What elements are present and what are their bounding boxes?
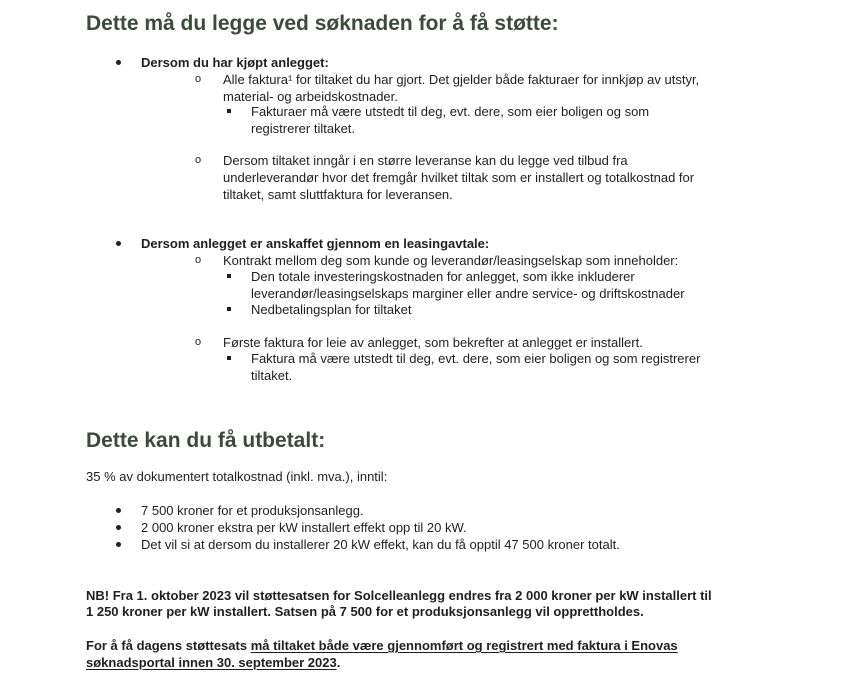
square-bullet-icon: [227, 356, 231, 360]
square-bullet-icon: [227, 307, 231, 311]
note-line2: 1 250 kroner per kW installert. Satsen på 7 500 for et produksjonsanlegg vil opprettholdes.: [86, 604, 644, 619]
group1-item1-line2: material- og arbeidskostnader.: [223, 89, 398, 104]
group1-item1-line1: Alle faktura¹ for tiltaket du har gjort. Det gjelder både fakturaer for innkjøp av utstyr,: [223, 72, 700, 87]
bullet-dot-icon: [116, 542, 121, 547]
circle-bullet-icon: o: [195, 154, 202, 166]
square-bullet-icon: [227, 274, 231, 278]
group1-title: Dersom du har kjøpt anlegget:: [141, 55, 329, 70]
bullet-dot-icon: [116, 60, 121, 65]
payout-bullet-2: 2 000 kroner ekstra per kW installert effekt opp til 20 kW.: [141, 520, 467, 535]
circle-bullet-icon: o: [195, 254, 202, 266]
final-line2: [86, 654, 340, 671]
group1-item2-line1: Dersom tiltaket inngår i en større leveranse kan du legge ved tilbud fra: [223, 153, 628, 168]
group2-title: Dersom anlegget er anskaffet gjennom en leasingavtale:: [141, 236, 490, 251]
group2-item2-sub1-line2: tiltaket.: [251, 368, 293, 383]
payout-intro: 35 % av dokumentert totalkostnad (inkl. mva.), inntil:: [86, 469, 388, 484]
final-underlined2: søknadsportal innen 30. september 2023: [86, 655, 337, 670]
group1-item1-sub1-line1: Fakturaer må være utstedt til deg, evt. dere, som eier boligen og som: [251, 104, 650, 119]
circle-bullet-icon: o: [195, 336, 202, 348]
bullet-dot-icon: [116, 508, 121, 513]
bullet-dot-icon: [116, 525, 121, 530]
note-line1: NB! Fra 1. oktober 2023 vil støttesatsen for Solcelleanlegg endres fra 2 000 kroner per kW installert til: [86, 588, 712, 603]
final-part1: For å få dagens støttesats: [86, 638, 251, 653]
final-end: .: [336, 655, 341, 670]
group2-item1-sub1-line2: leverandør/leasingselskaps marginer eller andre service- og driftskostnader: [251, 286, 685, 301]
final-underlined1: må tiltaket både være gjennomført og registrert med faktura i Enovas: [250, 638, 678, 653]
group2-item1-sub1-line1: Den totale investeringskostnaden for anlegget, som ikke inkluderer: [251, 269, 635, 284]
group1-item2-line2: underleverandør hvor det fremgår hvilket tiltak som er installert og totalkostnad for: [223, 170, 695, 185]
group1-item1-sub1-line2: registrerer tiltaket.: [251, 121, 356, 136]
group2-item2-line1: Første faktura for leie av anlegget, som bekrefter at anlegget er installert.: [223, 335, 643, 350]
bullet-dot-icon: [116, 241, 121, 246]
group2-item1-line1: Kontrakt mellom deg som kunde og leverandør/leasingselskap som inneholder:: [223, 253, 679, 268]
group2-item1-sub2-line1: Nedbetalingsplan for tiltaket: [251, 302, 412, 317]
group1-item2-line3: tiltaket, samt sluttfaktura for leveransen.: [223, 187, 453, 202]
payout-bullet-3: Det vil si at dersom du installerer 20 kW effekt, kan du få opptil 47 500 kroner totalt.: [141, 537, 620, 552]
group2-item2-sub1-line1: Faktura må være utstedt til deg, evt. dere, som eier boligen og som registrerer: [251, 351, 701, 366]
final-line1: [86, 637, 678, 654]
circle-bullet-icon: o: [195, 73, 202, 85]
payout-bullet-1: 7 500 kroner for et produksjonsanlegg.: [141, 503, 364, 518]
section1-heading: Dette må du legge ved søknaden for å få støtte:: [86, 12, 559, 35]
section2-heading: Dette kan du få utbetalt:: [86, 429, 326, 452]
square-bullet-icon: [227, 109, 231, 113]
